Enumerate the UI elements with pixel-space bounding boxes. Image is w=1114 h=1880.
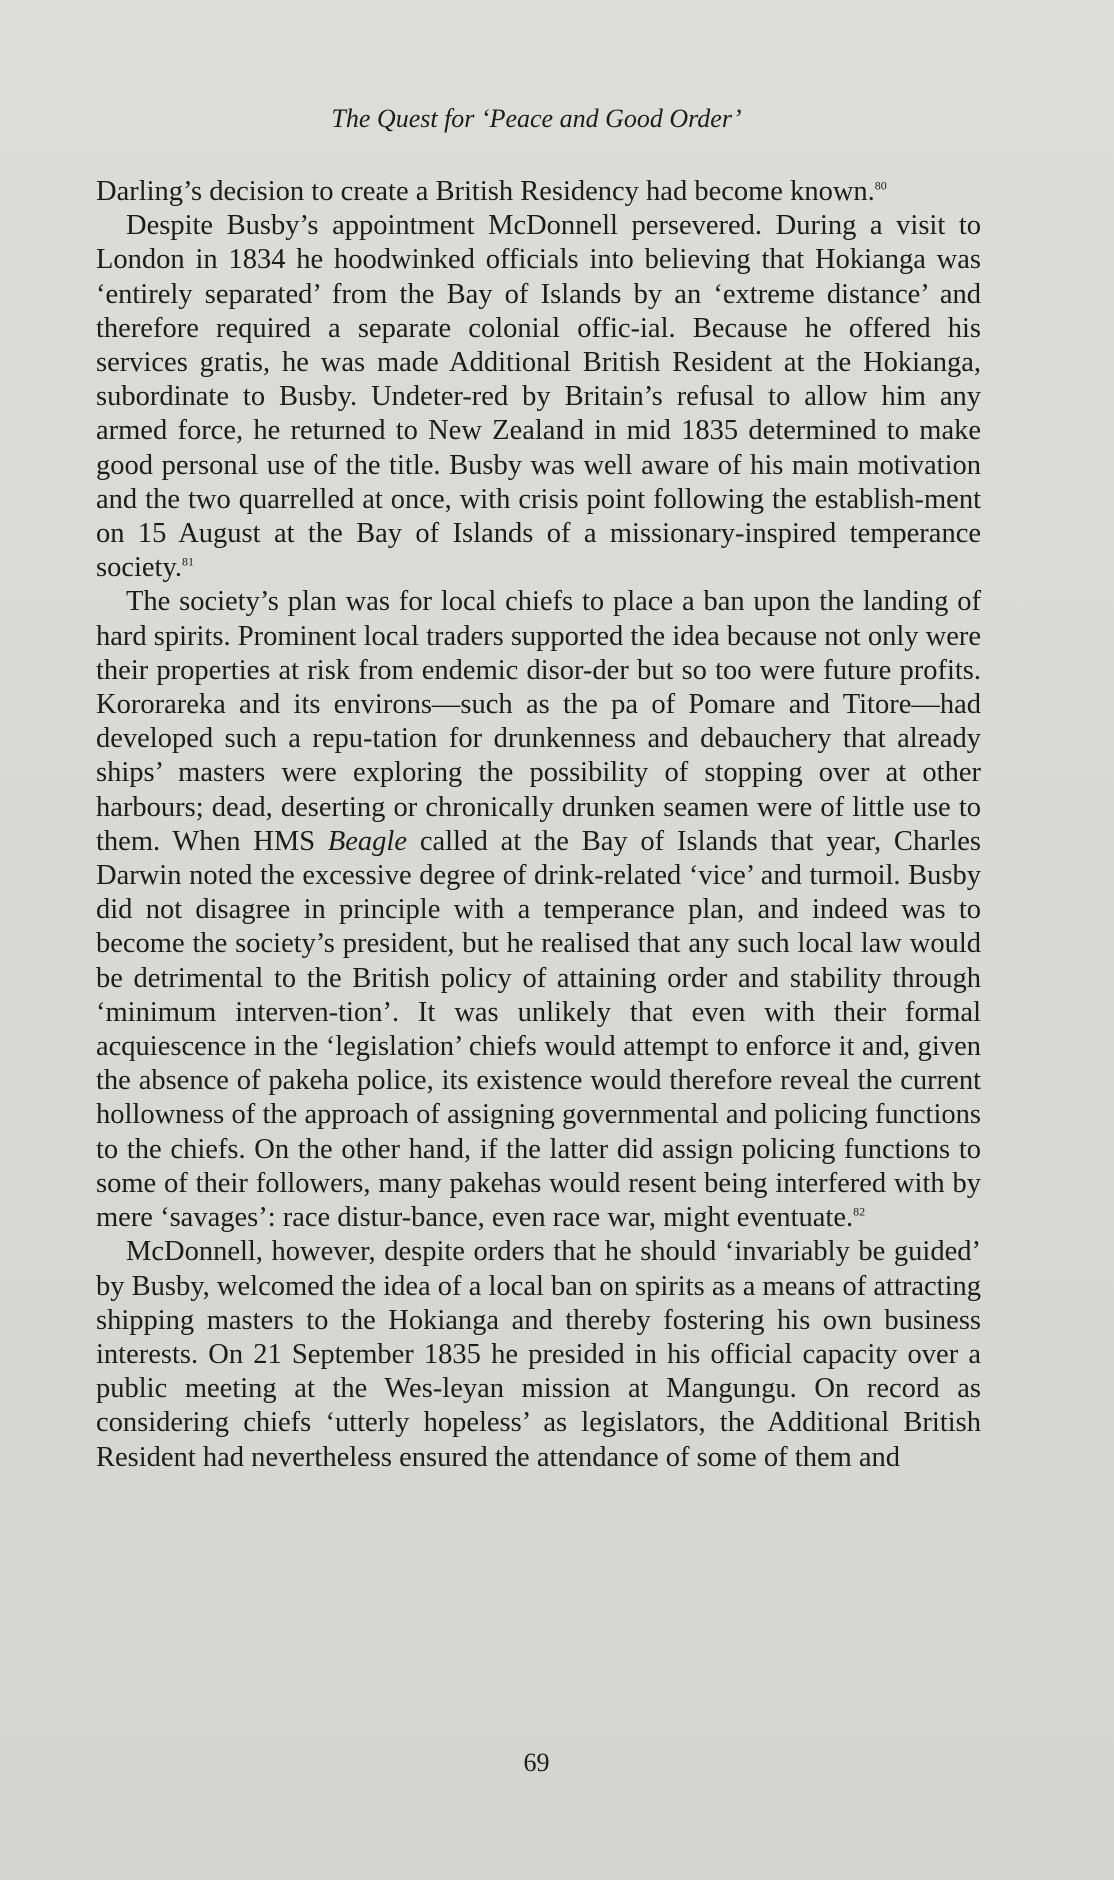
paragraph-text: The society’s plan was for local chiefs to place a ban upon the landing of hard spirits. Prominent local traders supported the idea because not only were their properties at risk from endemic disor-der but so too were future profits. Kororareka and its environs—such as the pa of Pomare and Titore—had developed such a repu-tation for drunkenness and debauchery that already ships’ masters were exploring the possibility of stopping over at other harbours; dead, deserting or chronically drunken seamen were of little use to them. When HMS bbox=[96, 586, 981, 857]
paragraph-3 bbox=[96, 585, 981, 1235]
ship-name-italic: Beagle bbox=[327, 825, 408, 857]
footnote-marker: 82 bbox=[853, 1204, 866, 1219]
footnote-marker: 80 bbox=[874, 178, 887, 193]
footnote-marker: 81 bbox=[182, 554, 195, 569]
running-head: The Quest for ‘Peace and Good Order’ bbox=[331, 104, 742, 133]
paragraph-2 bbox=[96, 209, 981, 585]
paragraph-4 bbox=[96, 1235, 981, 1474]
body-text bbox=[96, 175, 981, 1475]
page-number: 69 bbox=[523, 1748, 550, 1777]
paragraph-text: Despite Busby’s appointment McDonnell persevered. During a visit to London in 1834 he hoodwinked officials into believing that Hokianga was ‘entirely separated’ from the Bay of Islands by an ‘extreme distance’ and therefore required a separate colonial offic-ial. Because he offered his services gratis, he was made Additional British Resident at the Hokianga, subordinate to Busby. Undeter-red by Britain’s refusal to allow him any armed force, he returned to New Zealand in mid 1835 determined to make good personal use of the title. Busby was well aware of his main motivation and the two quarrelled at once, with crisis point following the establish-ment on 15 August at the Bay of Islands of a missionary-inspired temperance society. bbox=[96, 210, 981, 584]
paragraph-text: McDonnell, however, despite orders that he should ‘invariably be guided’ by Busby, welcomed the idea of a local ban on spirits as a means of attracting shipping masters to the Hokianga and thereby fostering his own business interests. On 21 September 1835 he presided in his official capacity over a public meeting at the Wes-leyan mission at Mangungu. On record as considering chiefs ‘utterly hopeless’ as legislators, the Additional British Resident had nevertheless ensured the attendance of some of them and bbox=[96, 1236, 981, 1473]
paragraph-text: called at the Bay of Islands that year, Charles Darwin noted the excessive degree of drink-related ‘vice’ and turmoil. Busby did not disagree in principle with a temperance plan, and indeed was to become the society’s president, but he realised that any such local law would be detrimental to the British policy of attaining order and stability through ‘minimum interven-tion’. It was unlikely that even with their formal acquiescence in the ‘legislation’ chiefs would attempt to enforce it and, given the absence of pakeha police, its existence would therefore reveal the current hollowness of the approach of assigning governmental and policing functions to the chiefs. On the other hand, if the latter did assign policing functions to some of their followers, many pakehas would resent being interfered with by mere ‘savages’: race distur-bance, even race war, might eventuate. bbox=[96, 825, 981, 1234]
paragraph-text: Darling’s decision to create a British Residency had become known. bbox=[96, 176, 875, 207]
paragraph-1 bbox=[96, 175, 981, 209]
